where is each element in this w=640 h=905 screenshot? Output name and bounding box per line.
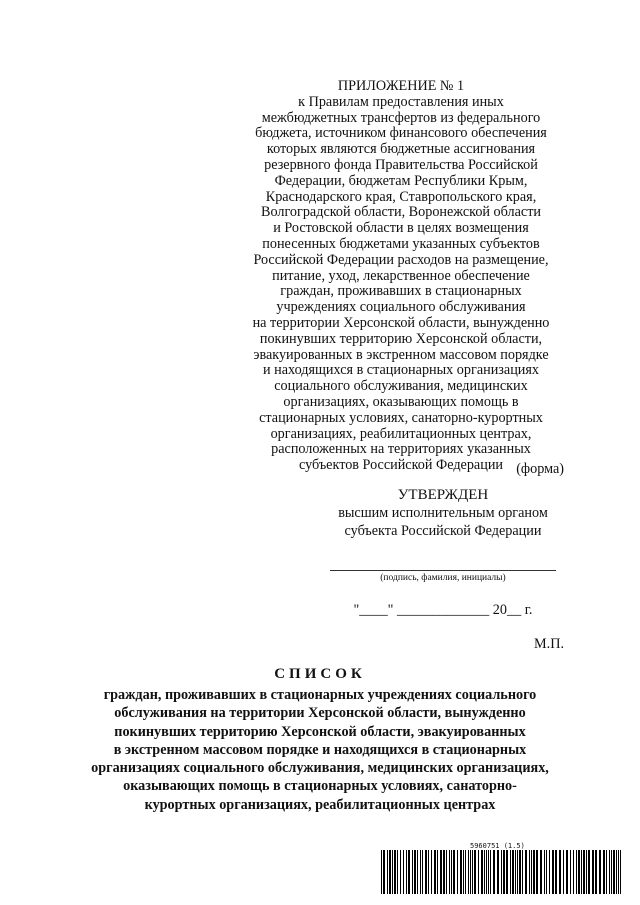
appendix-line: резервного фонда Правительства Российской [264,156,538,173]
appendix-line: к Правилам предоставления иных [298,93,504,110]
appendix-line: и Ростовской области в целях возмещения [273,220,529,237]
appendix-line: стационарных условиях, санаторно-курортных [259,409,543,426]
stamp-place-label: М.П. [534,636,564,652]
list-title: СПИСОК [274,666,366,682]
appendix-line: питание, уход, лекарственное обеспечение [272,267,530,284]
appendix-line: и находящихся в стационарных организациях [262,362,540,379]
appendix-line: на территории Херсонской области, вынужденно [252,314,550,331]
list-description [60,686,580,814]
list-description-line: обслуживания на территории Херсонской области, вынужденно [114,705,526,722]
appendix-line: Федерации, бюджетам Республики Крым, [274,172,528,189]
appendix-line: бюджета, источником финансового обеспечения [255,125,547,142]
appendix-line: граждан, проживавших в стационарных [280,283,522,300]
appendix-line: Российской Федерации расходов на размещение, [253,251,549,268]
barcode-number: 5960751 (1.5) [470,842,525,850]
approval-authority-line: субъекта Российской Федерации [344,523,542,539]
approval-authority-line: высшим исполнительным органом [338,505,548,521]
appendix-line: расположенных на территориях указанных [271,441,531,458]
barcode-image [380,850,622,894]
appendix-line: Волгоградской области, Воронежской области [261,204,541,221]
appendix-line: организациях, реабилитационных центрах, [270,425,532,442]
list-description-line: граждан, проживавших в стационарных учреждениях социального [103,687,537,703]
form-label: (форма) [516,461,564,477]
appendix-line: организациях, оказывающих помощь в [283,393,519,410]
signature-caption: (подпись, фамилия, инициалы) [380,573,506,583]
appendix-line: субъектов Российской Федерации [298,457,504,474]
signature-line [330,570,556,571]
approval-block [318,486,568,540]
appendix-header [226,79,576,474]
list-description-line: организациях социального обслуживания, медицинских организациях, [91,760,549,777]
date-line: "____" _____________ 20__ г. [353,602,533,618]
appendix-line: покинувших территорию Херсонской области, [259,330,543,347]
list-description-line: курортных организациях, реабилитационных центрах [144,796,496,813]
appendix-line: понесенных бюджетами указанных субъектов [262,235,540,252]
appendix-line: межбюджетных трансфертов из федерального [261,109,541,126]
approval-title: УТВЕРЖДЕН [397,487,489,503]
appendix-line: ПРИЛОЖЕНИЕ № 1 [337,78,465,94]
appendix-line: учреждениях социального обслуживания [276,299,526,316]
appendix-line: Краснодарского края, Ставропольского края, [265,188,537,205]
list-description-line: оказывающих помощь в стационарных условиях, санаторно- [123,778,517,795]
appendix-line: эвакуированных в экстренном массовом порядке [253,346,549,363]
appendix-line: социального обслуживания, медицинских [274,378,528,395]
appendix-line: которых являются бюджетные ассигнования [266,141,536,158]
list-description-line: в экстренном массовом порядке и находящихся в стационарных [113,741,527,758]
list-description-line: покинувших территорию Херсонской области, эвакуированных [114,723,526,740]
